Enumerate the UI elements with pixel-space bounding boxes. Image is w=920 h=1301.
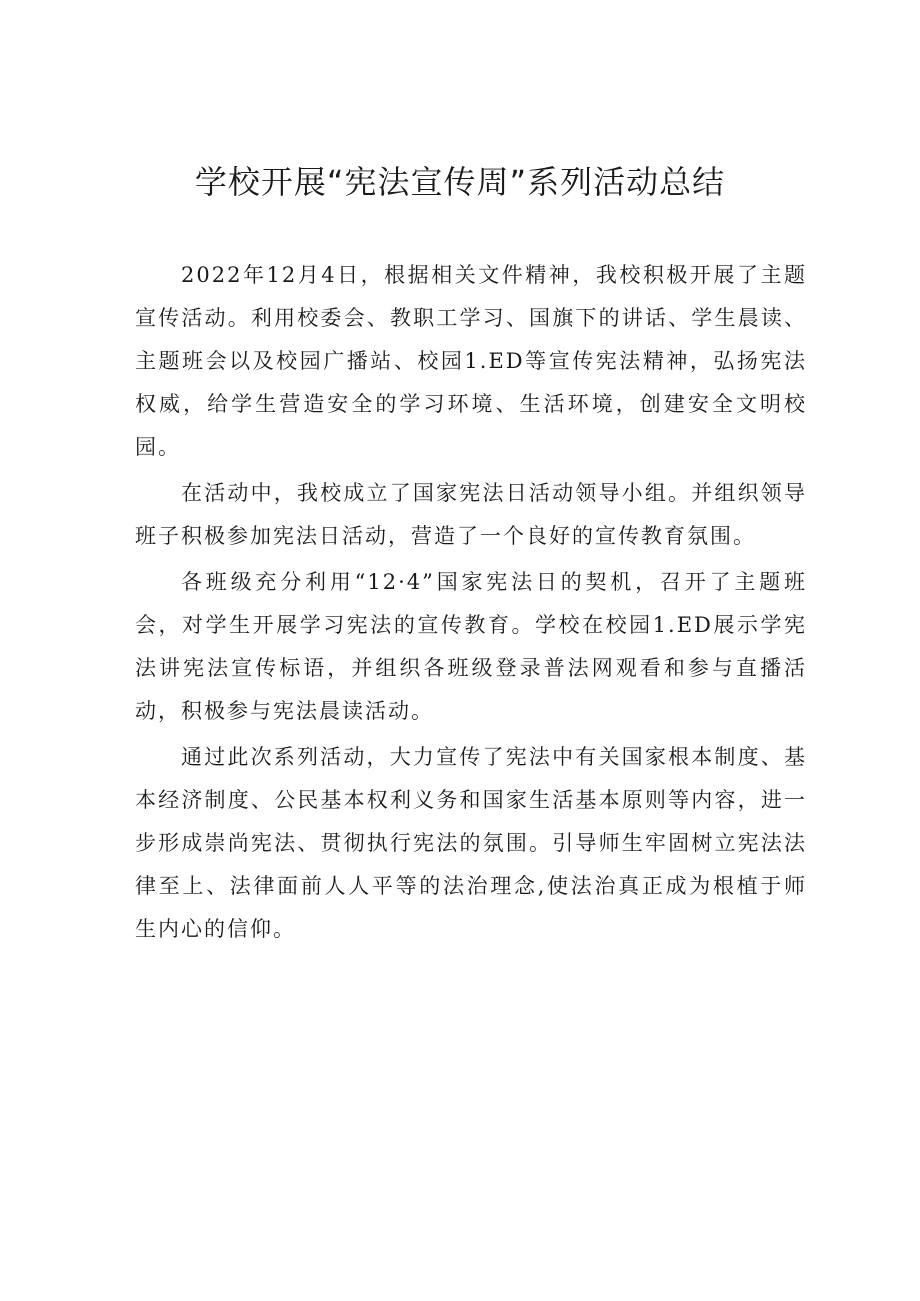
paragraph-4: 通过此次系列活动，大力宣传了宪法中有关国家根本制度、基本经济制度、公民基本权利义务和国家生活基本原则等内容，进一步形成崇尚宪法、贯彻执行宪法的氛围。引导师生牢固树立宪法法律至上、法律面前人人平等的法治理念,使法治真正成为根植于师生内心的信仰。	[135, 745, 807, 941]
paragraph-2: 在活动中，我校成立了国家宪法日活动领导小组。并组织领导班子积极参加宪法日活动，营造了一个良好的宣传教育氛围。	[135, 481, 807, 548]
paragraph-3: 各班级充分利用“12·4”国家宪法日的契机，召开了主题班会，对学生开展学习宪法的宣传教育。学校在校园1.ED展示学宪法讲宪法宣传标语，并组织各班级登录普法网观看和参与直播活动，积极参与宪法晨读活动。	[135, 570, 807, 723]
paragraph-1: 2022年12月4日，根据相关文件精神，我校积极开展了主题宣传活动。利用校委会、教职工学习、国旗下的讲话、学生晨读、主题班会以及校园广播站、校园1.ED等宣传宪法精神，弘扬宪法权威，给学生营造安全的学习环境、生活环境，创建安全文明校园。	[135, 263, 807, 459]
document-body	[135, 254, 807, 954]
document-title: 学校开展“宪法宣传周”系列活动总结	[194, 163, 726, 201]
